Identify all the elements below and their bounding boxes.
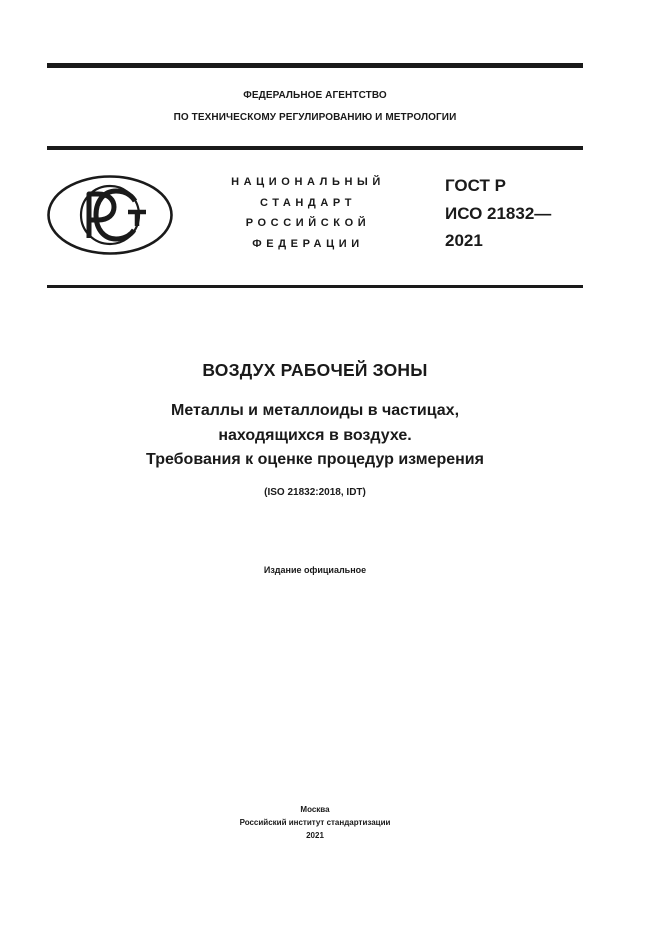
edition-label: Издание официальное (263, 565, 367, 575)
agency-line-2: ПО ТЕХНИЧЕСКОМУ РЕГУЛИРОВАНИЮ И МЕТРОЛОГИИ (173, 112, 457, 123)
standard-type-line-1: НАЦИОНАЛЬНЫЙ (231, 176, 385, 188)
subtitle-line-3: Требования к оценке процедур измерения (146, 451, 484, 468)
standard-type-line-2: СТАНДАРТ (259, 196, 357, 209)
document-title: ВОЗДУХ РАБОЧЕЙ ЗОНЫ (202, 360, 428, 380)
standard-type-line-3: РОССИЙСКОЙ (245, 217, 371, 229)
imprint-year: 2021 (306, 831, 324, 840)
designation-line-1: ГОСТ Р (445, 176, 506, 195)
standard-type (208, 172, 408, 254)
logo-section-rule (47, 285, 583, 288)
subtitle-line-2: находящихся в воздухе. (218, 426, 412, 444)
designation-line-2: ИСО 21832— (445, 203, 552, 223)
imprint (47, 803, 583, 842)
document-subtitle (47, 399, 583, 473)
imprint-publisher: Российский институт стандартизации (239, 818, 391, 827)
top-rule (47, 63, 583, 68)
standard-type-line-4: ФЕДЕРАЦИИ (252, 237, 364, 250)
standard-designation (445, 172, 551, 255)
subtitle-line-1: Металлы и металлоиды в частицах, (170, 402, 460, 419)
iso-reference: (ISO 21832:2018, IDT) (264, 487, 366, 498)
gost-r-certification-mark-icon (46, 174, 174, 256)
header-rule (47, 146, 583, 150)
imprint-city: Москва (300, 805, 330, 814)
designation-line-3: 2021 (445, 231, 483, 250)
agency-line-1: ФЕДЕРАЛЬНОЕ АГЕНТСТВО (243, 90, 387, 101)
